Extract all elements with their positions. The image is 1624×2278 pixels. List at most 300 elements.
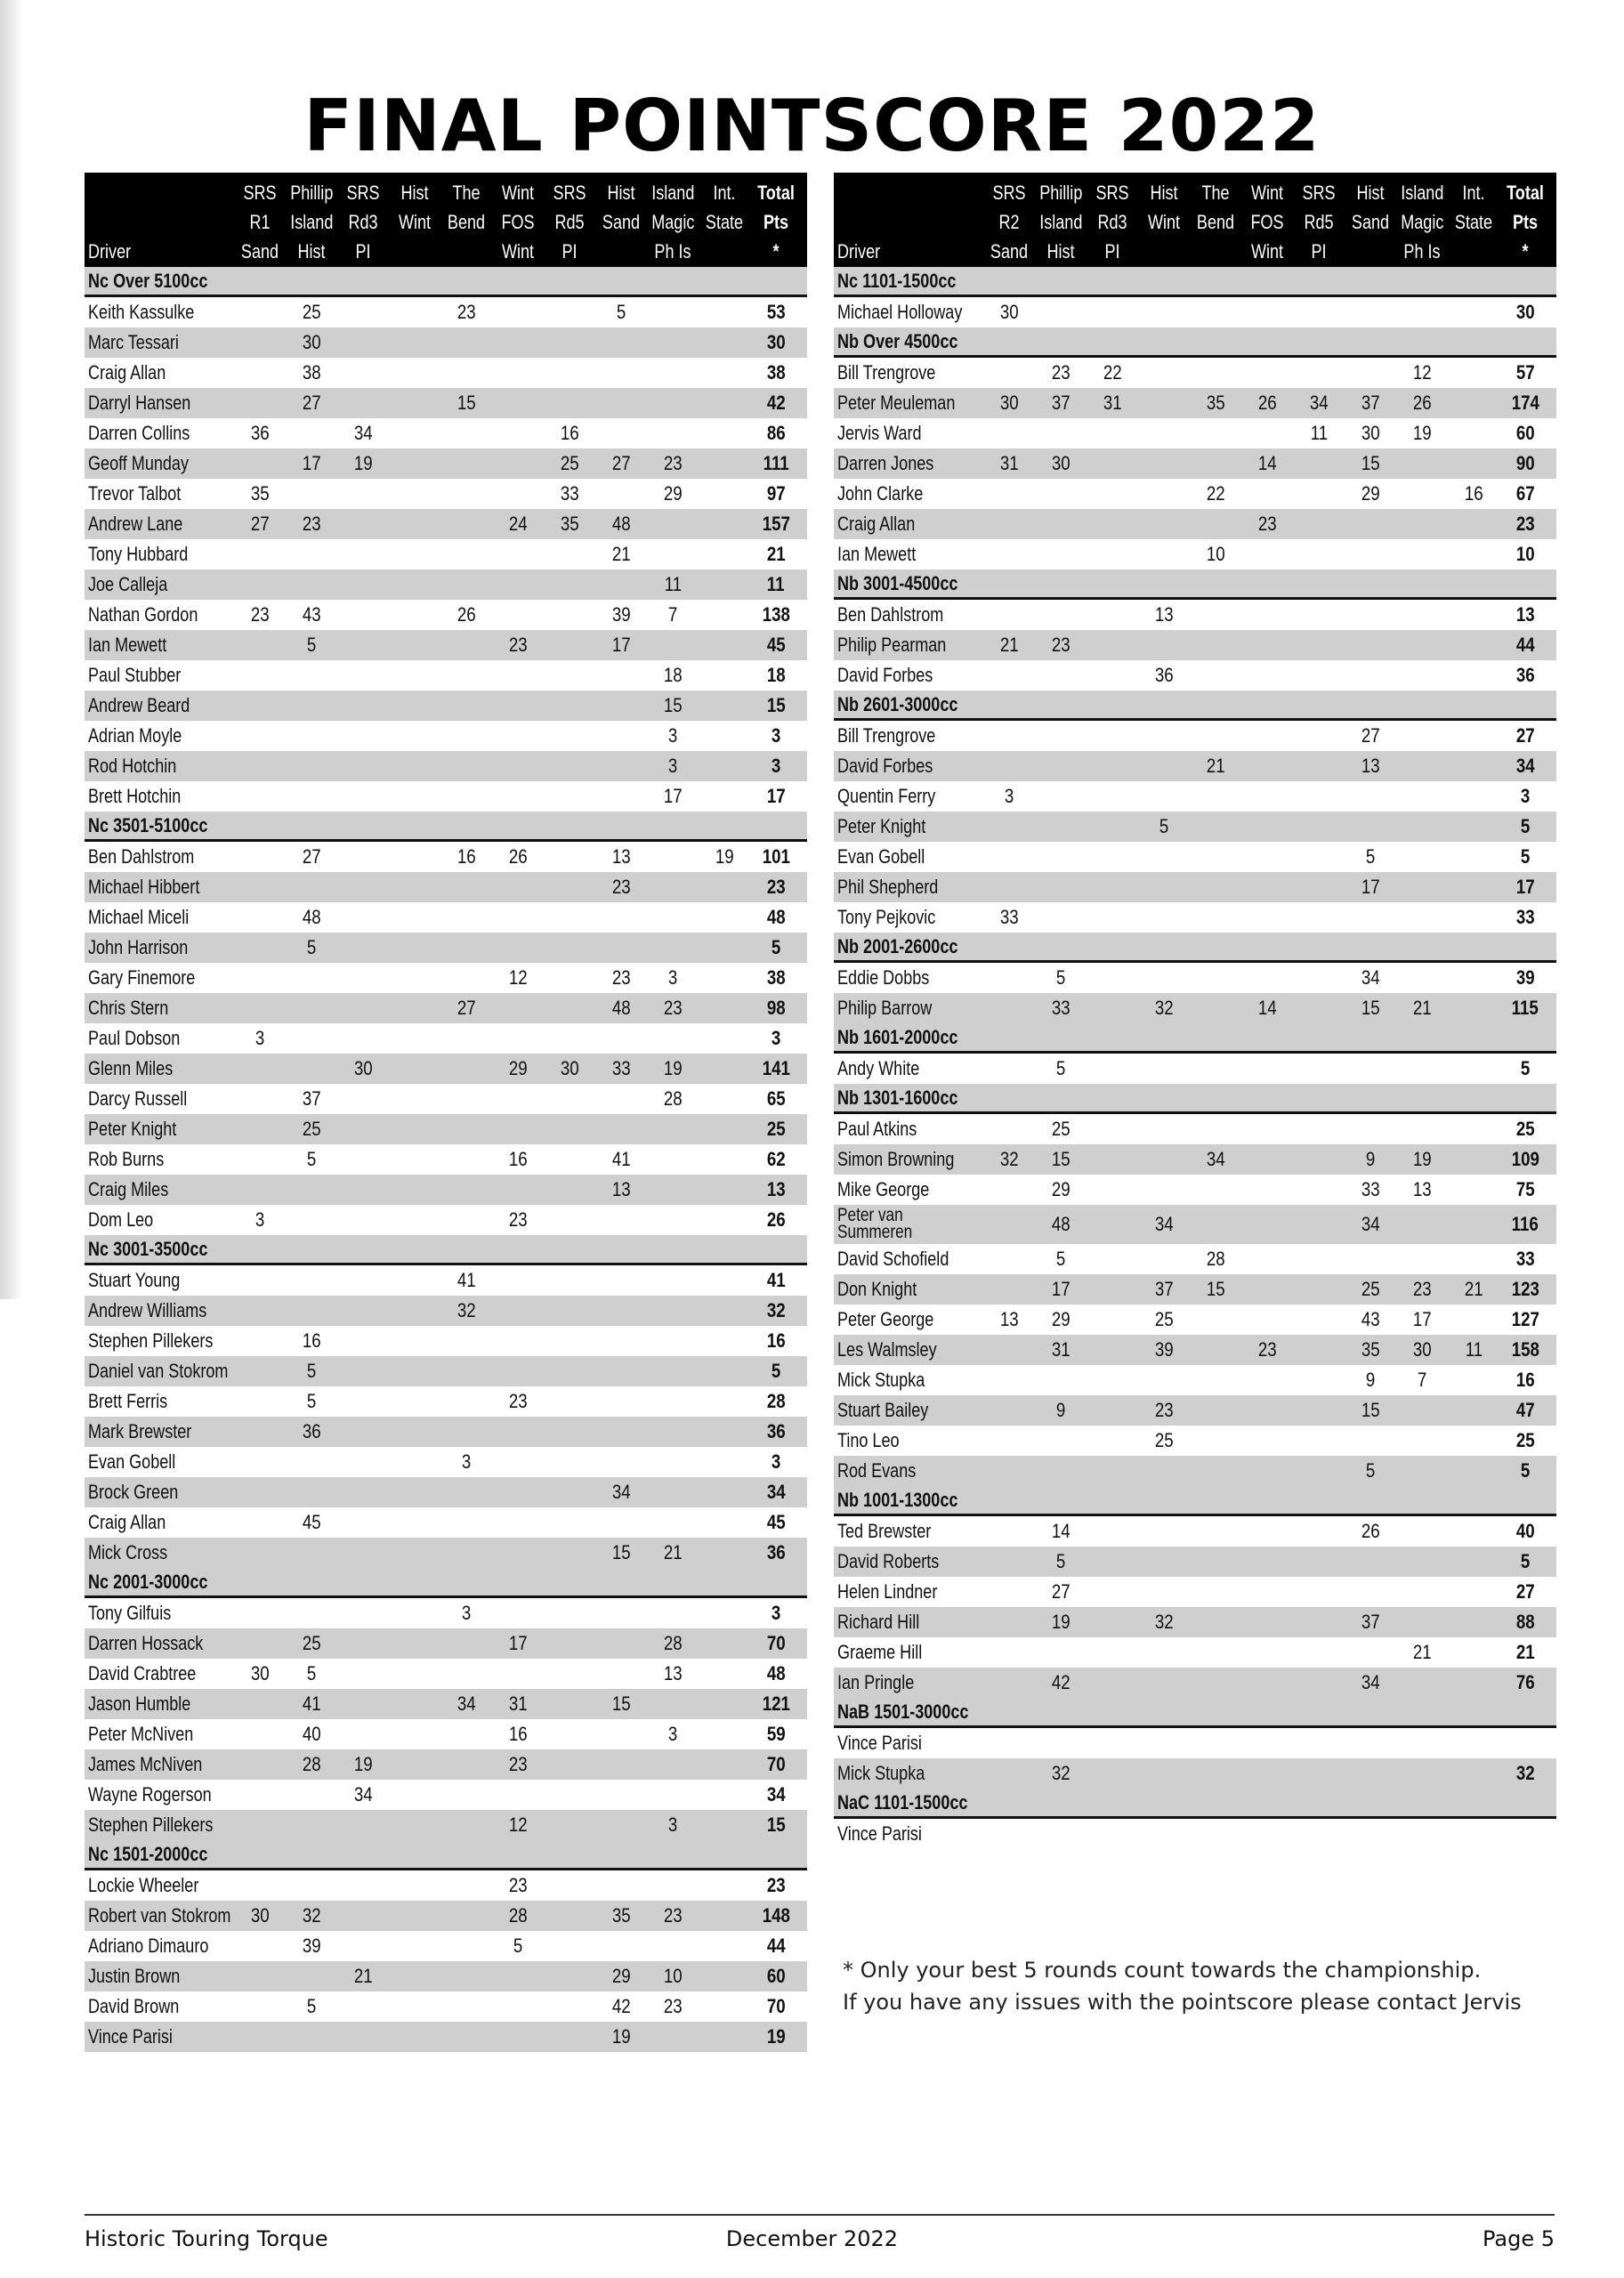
round-points-value: 28 — [663, 1087, 683, 1110]
round-points — [234, 1057, 286, 1080]
round-points — [1138, 1148, 1190, 1171]
round-points — [389, 1662, 440, 1685]
round-points — [440, 1087, 492, 1111]
round-points — [1087, 422, 1138, 445]
total-points-value: 3 — [771, 1027, 781, 1049]
round-points — [544, 1511, 595, 1534]
round-points — [983, 815, 1035, 838]
round-points — [1448, 845, 1499, 868]
footnote-line-1: * Only your best 5 rounds count towards the championship. — [843, 1958, 1482, 1983]
column-header — [440, 178, 492, 266]
driver-name-text: Ian Mewett — [837, 543, 917, 565]
round-points — [699, 1935, 750, 1958]
round-points — [544, 1753, 595, 1776]
total-points-value: 115 — [1511, 997, 1539, 1019]
table-row — [85, 1538, 807, 1568]
round-points — [983, 1278, 1035, 1301]
round-points — [1241, 1399, 1293, 1422]
round-points — [983, 1520, 1035, 1543]
round-points — [1138, 1399, 1190, 1422]
driver-name — [85, 543, 234, 566]
column-header — [234, 178, 286, 266]
round-points — [389, 1632, 440, 1655]
round-points — [1087, 1641, 1138, 1664]
column-header — [1138, 178, 1190, 266]
round-points — [1448, 1278, 1499, 1301]
round-points — [440, 876, 492, 899]
class-label: Nb 1001-1300cc — [837, 1488, 958, 1511]
round-points — [647, 392, 699, 415]
total-points-value: 39 — [1515, 966, 1535, 989]
round-points — [1345, 845, 1396, 868]
driver-name-text: Chris Stern — [88, 997, 169, 1019]
round-points — [337, 2025, 389, 2048]
total-points-value: 60 — [1515, 422, 1535, 444]
round-points-value: 18 — [663, 664, 683, 686]
total-points — [750, 997, 802, 1020]
round-points-value: 34 — [1361, 966, 1380, 989]
table-row — [85, 660, 807, 691]
round-points — [337, 1208, 389, 1232]
total-points-value: 17 — [1515, 876, 1535, 898]
round-points — [440, 1450, 492, 1474]
table-row — [85, 1417, 807, 1447]
round-points — [983, 876, 1035, 899]
total-points — [750, 724, 802, 747]
round-points-value: 23 — [611, 966, 631, 989]
table-row — [85, 630, 807, 660]
round-points — [1293, 1308, 1345, 1331]
round-points-value: 40 — [302, 1723, 321, 1745]
total-points — [1499, 1338, 1551, 1361]
round-points — [983, 1118, 1035, 1141]
table-row — [85, 1749, 807, 1780]
column-header-line: Sand — [990, 240, 1029, 263]
driver-name-text: Andy White — [837, 1057, 920, 1079]
round-points — [1190, 422, 1241, 445]
round-points — [286, 1632, 337, 1655]
round-points — [286, 664, 337, 687]
column-header-line: SRS — [992, 182, 1026, 204]
round-points — [1190, 1550, 1241, 1573]
round-points-value: 41 — [456, 1269, 476, 1291]
round-points — [595, 1662, 647, 1685]
round-points — [1345, 634, 1396, 657]
driver-name-text: Philip Barrow — [837, 997, 933, 1019]
round-points-value: 38 — [302, 361, 321, 384]
round-points — [337, 1753, 389, 1776]
round-points — [983, 1248, 1035, 1271]
round-points — [492, 1662, 544, 1685]
round-points — [1345, 755, 1396, 778]
round-points-value: 30 — [999, 392, 1019, 414]
round-points — [1241, 815, 1293, 838]
round-points — [286, 543, 337, 566]
round-points — [1087, 966, 1138, 990]
total-points-value: 25 — [1515, 1118, 1535, 1140]
round-points-value: 19 — [353, 452, 373, 474]
column-header — [750, 178, 802, 266]
round-points — [1345, 1580, 1396, 1603]
round-points — [1396, 1762, 1448, 1785]
round-points — [337, 694, 389, 717]
round-points — [595, 361, 647, 384]
round-points — [1190, 1671, 1241, 1694]
round-points — [389, 664, 440, 687]
round-points — [389, 452, 440, 475]
table-row — [85, 297, 807, 327]
driver-name-text: Michael Hibbert — [88, 876, 200, 898]
driver-name — [834, 1278, 983, 1301]
class-name — [834, 572, 983, 595]
column-header-line: The — [1201, 182, 1230, 204]
round-points — [1241, 785, 1293, 808]
round-points — [389, 482, 440, 505]
round-points — [1345, 392, 1396, 415]
round-points — [699, 724, 750, 747]
round-points — [1190, 1429, 1241, 1452]
round-points — [286, 392, 337, 415]
pointscore-table-right — [834, 173, 1556, 1849]
round-points — [1293, 1399, 1345, 1422]
total-points — [750, 361, 802, 384]
round-points — [1396, 1641, 1448, 1664]
round-points-value: 25 — [1154, 1308, 1174, 1330]
round-points — [492, 1692, 544, 1716]
round-points — [1087, 1429, 1138, 1452]
round-points — [440, 1783, 492, 1806]
round-points — [1087, 1459, 1138, 1482]
table-row — [85, 842, 807, 872]
total-points — [1499, 452, 1551, 475]
round-points — [595, 452, 647, 475]
class-header-row — [834, 570, 1556, 600]
total-points — [1499, 1278, 1551, 1301]
round-points — [647, 1390, 699, 1413]
table-header — [85, 173, 807, 267]
driver-name — [834, 1611, 983, 1634]
driver-name — [85, 1995, 234, 2018]
driver-name — [85, 936, 234, 959]
total-points — [1499, 1611, 1551, 1634]
round-points — [1190, 1732, 1241, 1755]
round-points-value: 37 — [302, 1087, 321, 1110]
round-points — [595, 422, 647, 445]
round-points — [699, 392, 750, 415]
round-points-value: 23 — [1051, 361, 1071, 384]
round-points — [1087, 876, 1138, 899]
round-points — [544, 1481, 595, 1504]
column-header-line: SRS — [1095, 182, 1129, 204]
round-points-value: 5 — [1055, 1550, 1066, 1572]
driver-name — [834, 1338, 983, 1361]
round-points — [389, 1541, 440, 1564]
round-points — [286, 1935, 337, 1958]
round-points — [389, 513, 440, 536]
round-points — [983, 1611, 1035, 1634]
round-points — [234, 1148, 286, 1171]
round-points-value: 12 — [508, 1814, 528, 1836]
driver-name-text: Ian Mewett — [88, 634, 167, 656]
round-points — [1190, 603, 1241, 626]
round-points — [1396, 1338, 1448, 1361]
round-points-value: 33 — [1051, 997, 1071, 1019]
round-points-value: 13 — [611, 1178, 631, 1200]
driver-name — [85, 603, 234, 626]
round-points — [1293, 361, 1345, 384]
driver-name-text: Don Knight — [837, 1278, 917, 1300]
driver-name — [834, 906, 983, 929]
round-points — [699, 1753, 750, 1776]
round-points — [1241, 966, 1293, 990]
round-points-value: 23 — [508, 1874, 528, 1896]
round-points — [544, 634, 595, 657]
round-points — [647, 603, 699, 626]
driver-name — [834, 966, 983, 990]
round-points — [337, 452, 389, 475]
round-points — [1138, 1178, 1190, 1201]
table-row — [834, 509, 1556, 539]
round-points — [337, 422, 389, 445]
round-points — [983, 301, 1035, 324]
total-points — [750, 1662, 802, 1685]
round-points — [492, 573, 544, 596]
table-row — [834, 1577, 1556, 1607]
total-points-value: 3 — [771, 1602, 781, 1624]
round-points — [389, 1511, 440, 1534]
round-points — [1035, 543, 1087, 566]
table-row — [85, 1326, 807, 1356]
class-name — [85, 1571, 234, 1594]
round-points — [1293, 543, 1345, 566]
round-points — [440, 1269, 492, 1292]
round-points — [440, 936, 492, 959]
round-points — [699, 876, 750, 899]
total-points-value: 5 — [1520, 1459, 1531, 1482]
pointscore-table-left — [85, 173, 807, 2052]
round-points — [983, 1459, 1035, 1482]
round-points-value: 16 — [302, 1329, 321, 1352]
round-points — [1138, 513, 1190, 536]
round-points — [1190, 1278, 1241, 1301]
round-points — [699, 1874, 750, 1897]
round-points — [337, 1662, 389, 1685]
round-points — [1448, 1671, 1499, 1694]
round-points — [234, 785, 286, 808]
round-points-value: 28 — [302, 1753, 321, 1775]
driver-name-text: Eddie Dobbs — [837, 966, 930, 989]
total-points — [1499, 997, 1551, 1020]
column-header-line: PI — [355, 240, 371, 263]
round-points — [1087, 1178, 1138, 1201]
round-points — [983, 482, 1035, 505]
round-points-value: 10 — [663, 1965, 683, 1987]
round-points — [440, 331, 492, 354]
round-points — [1345, 543, 1396, 566]
round-points — [1448, 997, 1499, 1020]
round-points — [1190, 997, 1241, 1020]
class-header-row — [85, 267, 807, 297]
round-points — [983, 906, 1035, 929]
round-points — [647, 1299, 699, 1322]
round-points — [1241, 1338, 1293, 1361]
round-points — [337, 1874, 389, 1897]
round-points-value: 13 — [611, 845, 631, 868]
round-points — [1448, 1580, 1499, 1603]
round-points — [1345, 1550, 1396, 1573]
driver-name — [834, 361, 983, 384]
round-points — [234, 1753, 286, 1776]
round-points-value: 23 — [508, 1208, 528, 1231]
round-points — [544, 664, 595, 687]
round-points — [492, 1965, 544, 1988]
class-header-row — [834, 691, 1556, 721]
round-points-value: 25 — [302, 301, 321, 323]
driver-name-text: Darren Jones — [837, 452, 934, 474]
round-points — [983, 1213, 1035, 1236]
round-points — [286, 1783, 337, 1806]
column-header-line: Island — [290, 211, 334, 233]
round-points — [647, 1753, 699, 1776]
round-points-value: 35 — [1206, 392, 1225, 414]
round-points — [1190, 301, 1241, 324]
round-points — [1396, 1429, 1448, 1452]
total-points-value: 30 — [1515, 301, 1535, 323]
round-points-value: 5 — [306, 634, 317, 656]
round-points — [440, 1602, 492, 1625]
round-points — [983, 452, 1035, 475]
table-row — [85, 1689, 807, 1719]
driver-name — [85, 785, 234, 808]
round-points — [595, 1420, 647, 1443]
total-points — [1499, 1762, 1551, 1785]
round-points — [337, 1995, 389, 2018]
round-points — [440, 755, 492, 778]
round-points-value: 29 — [1051, 1178, 1071, 1200]
class-name — [834, 330, 983, 353]
round-points — [234, 1511, 286, 1534]
total-points-value: 30 — [766, 331, 786, 353]
round-points — [286, 1299, 337, 1322]
round-points — [699, 694, 750, 717]
round-points — [1190, 966, 1241, 990]
total-points-value: 5 — [1520, 1550, 1531, 1572]
round-points — [234, 936, 286, 959]
driver-name — [85, 301, 234, 324]
table-row — [834, 1819, 1556, 1849]
round-points — [1087, 997, 1138, 1020]
round-points — [699, 1329, 750, 1353]
round-points — [440, 1027, 492, 1050]
round-points-value: 36 — [302, 1420, 321, 1442]
driver-name — [85, 1511, 234, 1534]
table-row — [85, 1205, 807, 1235]
round-points — [1138, 724, 1190, 747]
round-points — [1138, 1732, 1190, 1755]
table-row — [834, 1668, 1556, 1698]
round-points — [1345, 1520, 1396, 1543]
round-points — [544, 1087, 595, 1111]
round-points — [492, 1148, 544, 1171]
round-points — [492, 422, 544, 445]
round-points — [1138, 876, 1190, 899]
round-points — [389, 603, 440, 626]
table-row — [834, 448, 1556, 479]
total-points-value: 75 — [1515, 1178, 1535, 1200]
total-points-value: 45 — [766, 1511, 786, 1533]
driver-name-text: Les Walmsley — [837, 1338, 937, 1361]
total-points — [1499, 361, 1551, 384]
round-points — [492, 664, 544, 687]
round-points — [1035, 1822, 1087, 1846]
round-points — [647, 1420, 699, 1443]
round-points-value: 34 — [353, 422, 373, 444]
round-points — [1293, 845, 1345, 868]
column-header-line: Wint — [1250, 240, 1284, 263]
round-points — [544, 1420, 595, 1443]
column-header-line — [393, 237, 436, 266]
round-points — [286, 361, 337, 384]
total-points — [750, 1965, 802, 1988]
round-points — [544, 482, 595, 505]
total-points-value: 3 — [771, 1450, 781, 1473]
round-points — [1345, 724, 1396, 747]
round-points — [1396, 1118, 1448, 1141]
round-points — [337, 724, 389, 747]
round-points — [234, 906, 286, 929]
round-points-value: 5 — [616, 301, 626, 323]
round-points — [1293, 513, 1345, 536]
round-points — [544, 361, 595, 384]
total-points — [750, 1753, 802, 1776]
round-points-value: 11 — [664, 573, 682, 595]
column-header — [389, 178, 440, 266]
round-points — [544, 1692, 595, 1716]
round-points — [440, 1360, 492, 1383]
driver-name-text: David Brown — [88, 1995, 180, 2017]
total-points — [750, 664, 802, 687]
total-points — [750, 1118, 802, 1141]
round-points — [440, 1481, 492, 1504]
round-points — [1448, 1641, 1499, 1664]
round-points — [1293, 1369, 1345, 1392]
round-points — [1241, 1822, 1293, 1846]
round-points — [1190, 815, 1241, 838]
round-points-value: 48 — [611, 997, 631, 1019]
round-points — [1293, 1118, 1345, 1141]
round-points — [699, 1299, 750, 1322]
round-points-value: 23 — [508, 1753, 528, 1775]
round-points — [983, 1580, 1035, 1603]
round-points — [595, 1450, 647, 1474]
round-points — [492, 513, 544, 536]
round-points — [337, 1148, 389, 1171]
round-points — [389, 1602, 440, 1625]
round-points — [1293, 1148, 1345, 1171]
round-points — [544, 1662, 595, 1685]
round-points — [1396, 1671, 1448, 1694]
round-points — [1138, 1308, 1190, 1331]
round-points — [699, 1965, 750, 1988]
round-points — [492, 1420, 544, 1443]
total-points — [1499, 1459, 1551, 1482]
round-points — [647, 1541, 699, 1564]
round-points — [647, 1087, 699, 1111]
table-row — [834, 600, 1556, 630]
round-points — [983, 1178, 1035, 1201]
round-points — [389, 301, 440, 324]
driver-name — [834, 634, 983, 657]
